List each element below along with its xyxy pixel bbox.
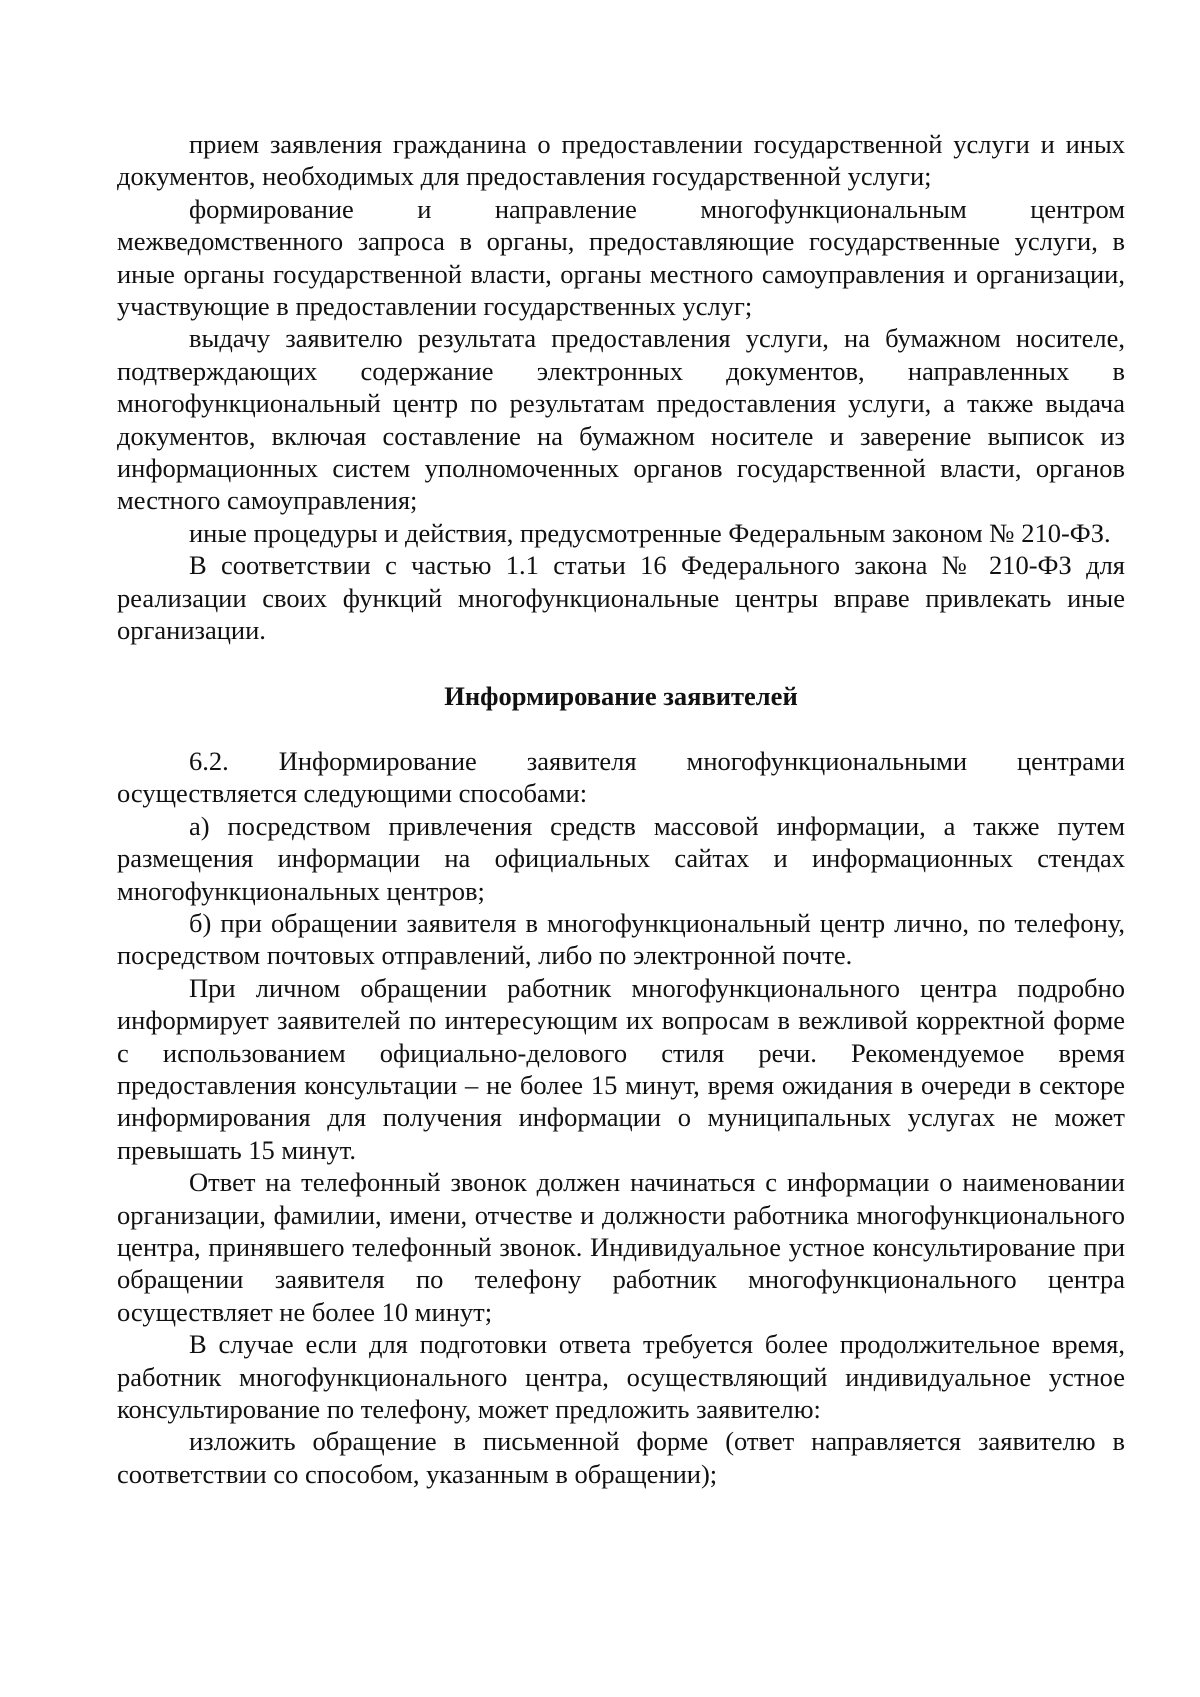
paragraph: выдачу заявителю результата предоставления услуги, на бумажном носителе, подтверждающих содержание электронных документов, направленных в многофункциональный центр по результатам предоставления услуги, а также выдача документов, включая составление на бумажном носителе и заверение выписок из информационных систем уполномоченных органов государственной власти, органов местного самоуправления; (117, 323, 1125, 516)
paragraph: формирование и направление многофункциональным центром межведомственного запроса в органы, предоставляющие государственные услуги, в иные органы государственной власти, органы местного самоуправления и организации, участвующие в предоставлении государственных услуг; (117, 193, 1125, 322)
paragraph: Ответ на телефонный звонок должен начинаться с информации о наименовании организации, фамилии, имени, отчестве и должности работника многофункционального центра, принявшего телефонный звонок. Индивидуальное устное консультирование при обращении заявителя по телефону работник многофункционального центра осуществляет не более 10 минут; (117, 1167, 1125, 1327)
paragraph: прием заявления гражданина о предоставлении государственной услуги и иных документов, необходимых для предоставления государственной услуги; (117, 129, 1125, 192)
paragraph: 6.2. Информирование заявителя многофункциональными центрами осуществляется следующими способами: (117, 745, 1125, 809)
document-body (117, 128, 1125, 1490)
section-heading: Информирование заявителей (444, 680, 798, 711)
paragraph: В случае если для подготовки ответа требуется более продолжительное время, работник многофункционального центра, осуществляющий индивидуальное устное консультирование по телефону, может предложить заявителю: (117, 1329, 1125, 1425)
paragraph: В соответствии с частью 1.1 статьи 16 Федерального закона № 210-ФЗ для реализации своих функций многофункциональные центры вправе привлекать иные организации. (117, 550, 1125, 646)
paragraph: иные процедуры и действия, предусмотренные Федеральным законом № 210-ФЗ. (189, 517, 1111, 548)
paragraph: При личном обращении работник многофункционального центра подробно информирует заявителей по интересующим их вопросам в вежливой корректной форме с использованием официально-делового стиля речи. Рекомендуемое время предоставления консультации – не более 15 минут, время ожидания в очереди в секторе информирования для получения информации о муниципальных услугах не может превышать 15 минут. (117, 972, 1125, 1165)
paragraph: изложить обращение в письменной форме (ответ направляется заявителю в соответствии со способом, указанным в обращении); (117, 1426, 1125, 1489)
paragraph: а) посредством привлечения средств массовой информации, а также путем размещения информации на официальных сайтах и информационных стендах многофункциональных центров; (117, 810, 1125, 906)
paragraph: б) при обращении заявителя в многофункциональный центр лично, по телефону, посредством почтовых отправлений, либо по электронной почте. (117, 907, 1125, 971)
